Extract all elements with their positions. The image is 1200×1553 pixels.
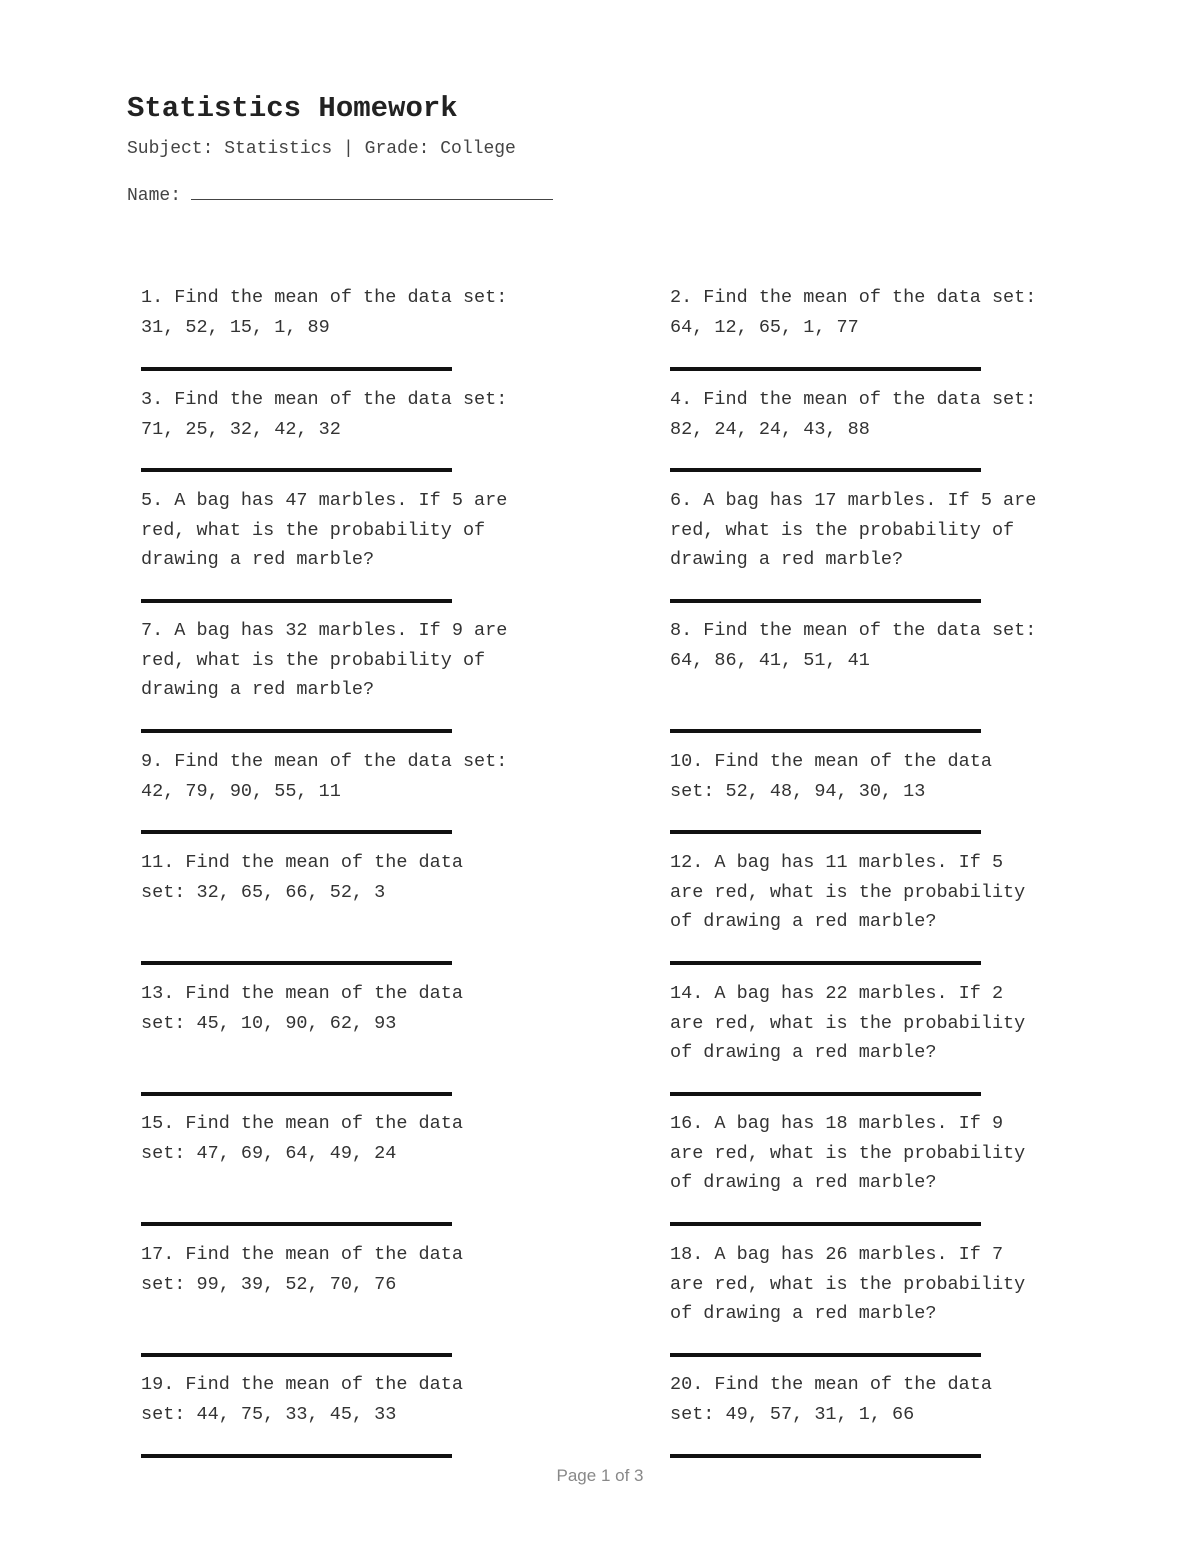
problem-20 [670,1370,1140,1429]
problem-text: 5. A bag has 47 marbles. If 5 are red, what is the probability of drawing a red marble? [141,490,508,571]
problem-16 [670,1109,1140,1198]
problem-10 [670,747,1140,806]
problem-text: 4. Find the mean of the data set: 82, 24, 24, 43, 88 [670,389,1037,440]
answer-line-19[interactable] [141,1454,452,1458]
problem-text: 1. Find the mean of the data set: 31, 52, 15, 1, 89 [141,287,508,338]
answer-line-5[interactable] [141,599,452,603]
problem-text: 20. Find the mean of the data set: 49, 57, 31, 1, 66 [670,1374,992,1425]
problem-7 [141,616,611,705]
name-field[interactable] [127,181,553,206]
problem-15 [141,1109,611,1168]
answer-line-2[interactable] [670,367,981,371]
problem-13 [141,979,611,1038]
answer-line-7[interactable] [141,729,452,733]
answer-line-8[interactable] [670,729,981,733]
problem-5 [141,486,611,575]
problem-text: 15. Find the mean of the data set: 47, 69, 64, 49, 24 [141,1113,463,1164]
problem-3 [141,385,611,444]
problem-9 [141,747,611,806]
problem-text: 3. Find the mean of the data set: 71, 25, 32, 42, 32 [141,389,508,440]
problem-2 [670,283,1140,342]
name-label: Name: [127,186,182,206]
problem-19 [141,1370,611,1429]
problem-text: 13. Find the mean of the data set: 45, 10, 90, 62, 93 [141,983,463,1034]
problem-text: 9. Find the mean of the data set: 42, 79, 90, 55, 11 [141,751,508,802]
answer-line-4[interactable] [670,468,981,472]
answer-line-17[interactable] [141,1353,452,1357]
problem-8 [670,616,1140,675]
problem-1 [141,283,611,342]
answer-line-6[interactable] [670,599,981,603]
page-number: Page 1 of 3 [556,1466,644,1485]
problem-text: 2. Find the mean of the data set: 64, 12, 65, 1, 77 [670,287,1037,338]
problem-text: 6. A bag has 17 marbles. If 5 are red, what is the probability of drawing a red marble? [670,490,1037,571]
problem-4 [670,385,1140,444]
problem-text: 10. Find the mean of the data set: 52, 48, 94, 30, 13 [670,751,992,802]
answer-line-20[interactable] [670,1454,981,1458]
problem-text: 14. A bag has 22 marbles. If 2 are red, what is the probability of drawing a red marble? [670,983,1026,1064]
answer-line-14[interactable] [670,1092,981,1096]
answer-line-16[interactable] [670,1222,981,1226]
answer-line-15[interactable] [141,1222,452,1226]
name-blank-line[interactable] [191,181,553,200]
problem-text: 16. A bag has 18 marbles. If 9 are red, what is the probability of drawing a red marble? [670,1113,1026,1194]
problem-18 [670,1240,1140,1329]
problem-6 [670,486,1140,575]
problem-text: 12. A bag has 11 marbles. If 5 are red, what is the probability of drawing a red marble? [670,852,1026,933]
answer-line-12[interactable] [670,961,981,965]
subject-grade-line: Subject: Statistics | Grade: College [127,139,516,159]
worksheet-title: Statistics Homework [127,92,458,125]
answer-line-3[interactable] [141,468,452,472]
problem-text: 8. Find the mean of the data set: 64, 86, 41, 51, 41 [670,620,1037,671]
problem-17 [141,1240,611,1299]
problem-text: 7. A bag has 32 marbles. If 9 are red, what is the probability of drawing a red marble? [141,620,508,701]
answer-line-9[interactable] [141,830,452,834]
problem-text: 19. Find the mean of the data set: 44, 75, 33, 45, 33 [141,1374,463,1425]
problem-text: 18. A bag has 26 marbles. If 7 are red, what is the probability of drawing a red marble? [670,1244,1026,1325]
answer-line-10[interactable] [670,830,981,834]
problem-text: 11. Find the mean of the data set: 32, 65, 66, 52, 3 [141,852,463,903]
problem-12 [670,848,1140,937]
problem-text: 17. Find the mean of the data set: 99, 39, 52, 70, 76 [141,1244,463,1295]
answer-line-18[interactable] [670,1353,981,1357]
problem-11 [141,848,611,907]
answer-line-1[interactable] [141,367,452,371]
problem-14 [670,979,1140,1068]
answer-line-13[interactable] [141,1092,452,1096]
answer-line-11[interactable] [141,961,452,965]
